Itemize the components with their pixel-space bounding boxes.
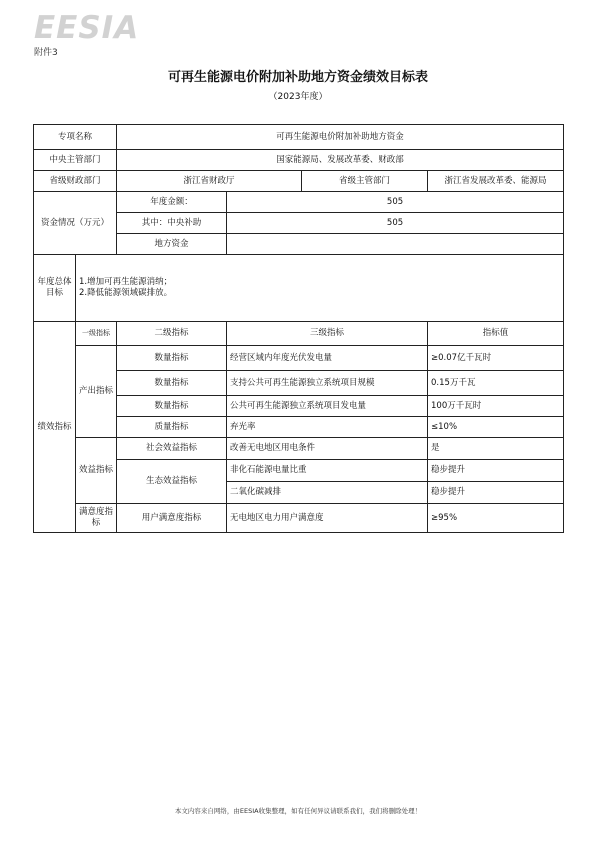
performance-indicators-label: 绩效指标	[34, 322, 76, 533]
funds-local-value	[227, 234, 564, 255]
indicator-value: ≥0.07亿千瓦时	[428, 346, 564, 371]
funds-central-value: 505	[227, 213, 564, 234]
central-dept-label: 中央主管部门	[34, 150, 117, 171]
satisfaction-indicators-label: 满意度指标	[76, 504, 117, 533]
level2-header: 二级指标	[117, 322, 227, 346]
indicator-level2: 质量指标	[117, 417, 227, 438]
indicator-level2: 生态效益指标	[117, 460, 227, 504]
provincial-dept-label: 省级主管部门	[302, 171, 428, 192]
indicator-level3: 公共可再生能源独立系统项目发电量	[227, 396, 428, 417]
provincial-finance-label: 省级财政部门	[34, 171, 117, 192]
overall-goal-line-2: 2.降低能源领域碳排放。	[79, 288, 173, 298]
performance-target-table	[33, 124, 564, 533]
central-dept-value: 国家能源局、发展改革委、财政部	[117, 150, 564, 171]
indicator-level3: 无电地区电力用户满意度	[227, 504, 428, 533]
indicator-level3: 改善无电地区用电条件	[227, 438, 428, 460]
indicator-value: ≥95%	[428, 504, 564, 533]
indicator-level3: 弃光率	[227, 417, 428, 438]
provincial-finance-value: 浙江省财政厅	[117, 171, 302, 192]
indicator-level3: 非化石能源电量比重	[227, 460, 428, 482]
overall-goal-content	[76, 255, 564, 322]
indicator-level2: 数量指标	[117, 396, 227, 417]
indicator-value: 是	[428, 438, 564, 460]
funds-central-label: 其中：中央补助	[117, 213, 227, 234]
level1-header: 一级指标	[76, 322, 117, 346]
indicator-value: 0.15万千瓦	[428, 371, 564, 396]
document-subtitle: （2023年度）	[268, 92, 328, 102]
overall-goal-line-1: 1.增加可再生能源消纳；	[79, 277, 173, 288]
indicator-level3: 二氧化碳减排	[227, 482, 428, 504]
indicator-value: 稳步提升	[428, 460, 564, 482]
funds-annual-label: 年度金额：	[117, 192, 227, 213]
benefit-indicators-label: 效益指标	[76, 438, 117, 504]
funds-label: 资金情况（万元）	[34, 192, 117, 255]
eesia-logo: EESIA	[34, 10, 140, 46]
document-title: 可再生能源电价附加补助地方资金绩效目标表	[167, 70, 428, 85]
attachment-label: 附件3	[34, 48, 58, 58]
indicator-level2: 数量指标	[117, 346, 227, 371]
indicator-level2: 用户满意度指标	[117, 504, 227, 533]
indicator-value: 稳步提升	[428, 482, 564, 504]
funds-annual-value: 505	[227, 192, 564, 213]
output-indicators-label: 产出指标	[76, 346, 117, 438]
indicator-level3: 经营区域内年度光伏发电量	[227, 346, 428, 371]
project-name-value: 可再生能源电价附加补助地方资金	[117, 125, 564, 150]
value-header: 指标值	[428, 322, 564, 346]
indicator-level2: 数量指标	[117, 371, 227, 396]
indicator-value: ≤10%	[428, 417, 564, 438]
level3-header: 三级指标	[227, 322, 428, 346]
indicator-level2: 社会效益指标	[117, 438, 227, 460]
provincial-dept-value: 浙江省发展改革委、能源局	[428, 171, 564, 192]
overall-goal-label: 年度总体目标	[34, 255, 76, 322]
project-name-label: 专项名称	[34, 125, 117, 150]
footer-disclaimer: 本文内容来自网络，由EESIA收集整理，如有任何异议请联系我们，我们将删除处理！	[174, 807, 422, 815]
funds-local-label: 地方资金	[117, 234, 227, 255]
indicator-level3: 支持公共可再生能源独立系统项目规模	[227, 371, 428, 396]
indicator-value: 100万千瓦时	[428, 396, 564, 417]
